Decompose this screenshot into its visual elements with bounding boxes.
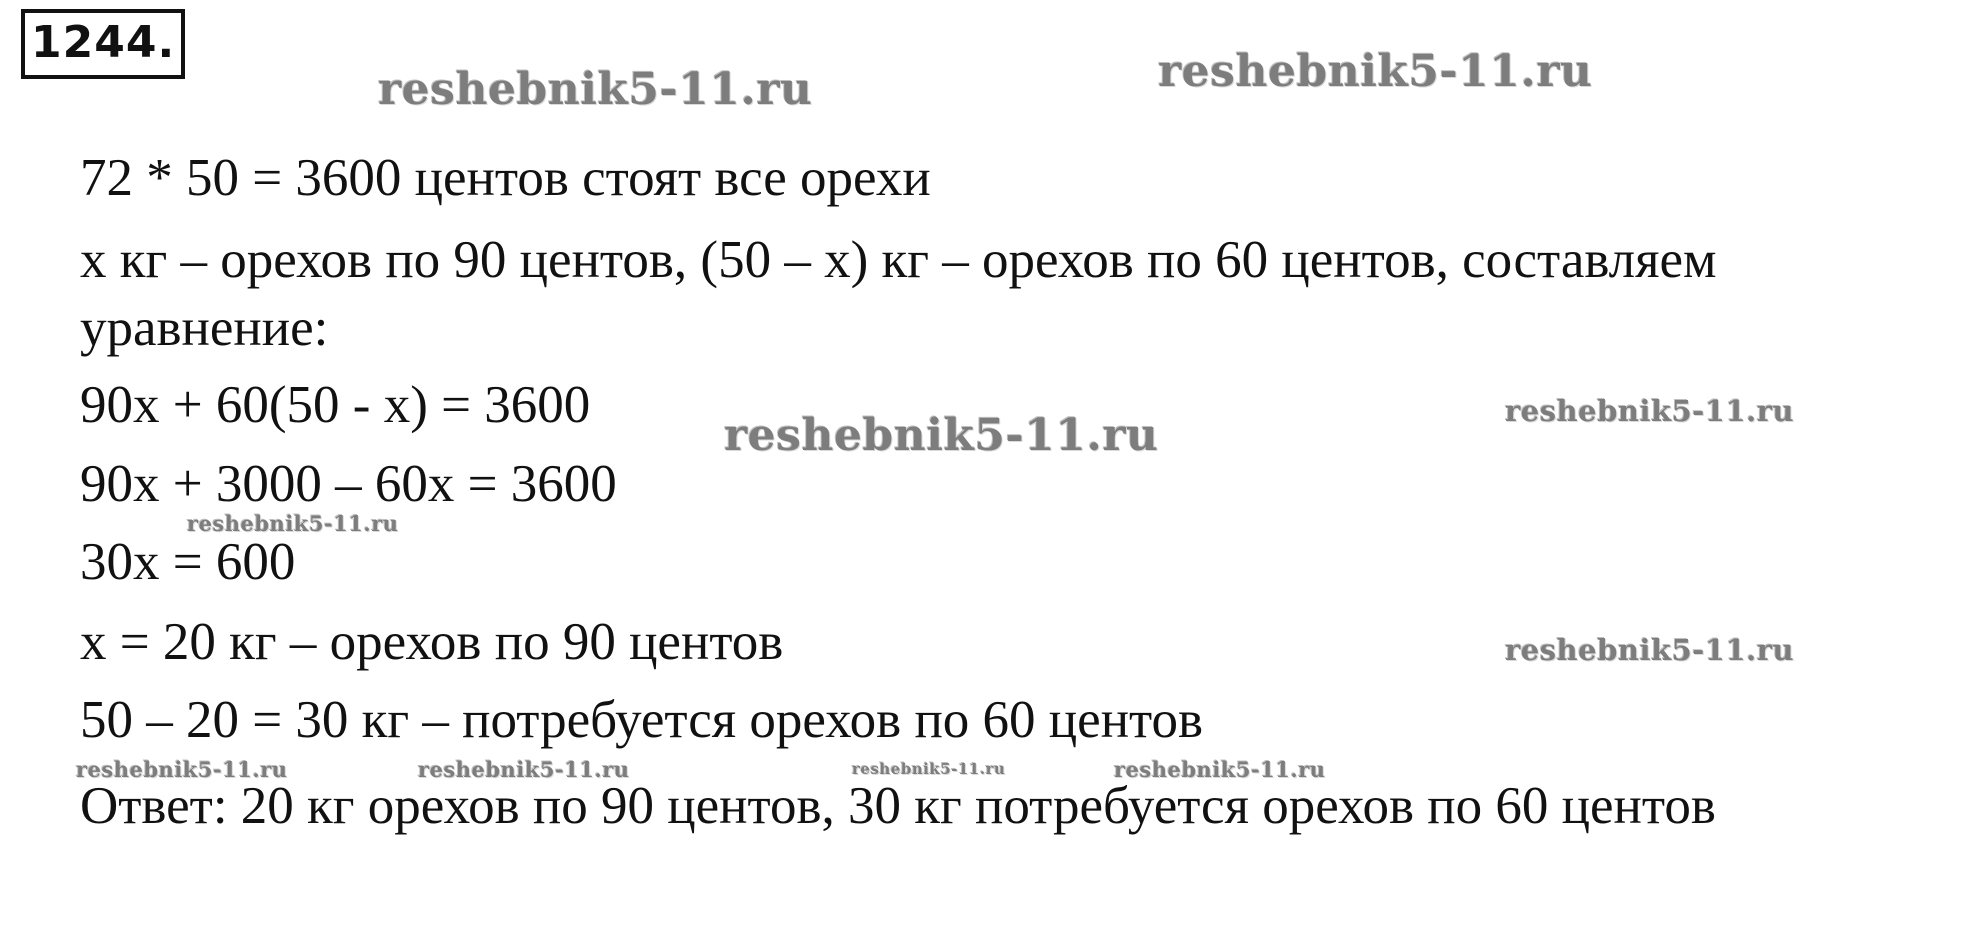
watermark: reshebnik5-11.ru bbox=[724, 410, 1159, 461]
watermark: reshebnik5-11.ru bbox=[852, 760, 1006, 778]
solution-line-variables: х кг – орехов по 90 центов, (50 – х) кг – орехов по 60 центов, составляем bbox=[80, 231, 1717, 289]
answer-line: Ответ: 20 кг орехов по 90 центов, 30 кг потребуется орехов по 60 центов bbox=[80, 777, 1716, 835]
watermark: reshebnik5-11.ru bbox=[1505, 394, 1795, 428]
watermark: reshebnik5-11.ru bbox=[76, 757, 288, 782]
watermark: reshebnik5-11.ru bbox=[1505, 633, 1795, 667]
solution-line-x-value: х = 20 кг – орехов по 90 центов bbox=[80, 613, 784, 671]
solution-line-equation: 90х + 60(50 - х) = 3600 bbox=[80, 376, 591, 434]
solution-line-simplify: 30х = 600 bbox=[80, 533, 296, 591]
solution-line-remainder: 50 – 20 = 30 кг – потребуется орехов по 60 центов bbox=[80, 691, 1204, 749]
watermark: reshebnik5-11.ru bbox=[187, 511, 399, 536]
solution-line-equation-caption: уравнение: bbox=[80, 299, 329, 357]
solution-line-expand: 90х + 3000 – 60х = 3600 bbox=[80, 455, 617, 513]
problem-number: 1244. bbox=[21, 9, 185, 79]
watermark: reshebnik5-11.ru bbox=[1158, 46, 1593, 97]
solution-line-total-cost: 72 * 50 = 3600 центов стоят все орехи bbox=[80, 149, 931, 207]
watermark: reshebnik5-11.ru bbox=[1114, 757, 1326, 782]
watermark: reshebnik5-11.ru bbox=[378, 64, 813, 115]
watermark: reshebnik5-11.ru bbox=[418, 757, 630, 782]
